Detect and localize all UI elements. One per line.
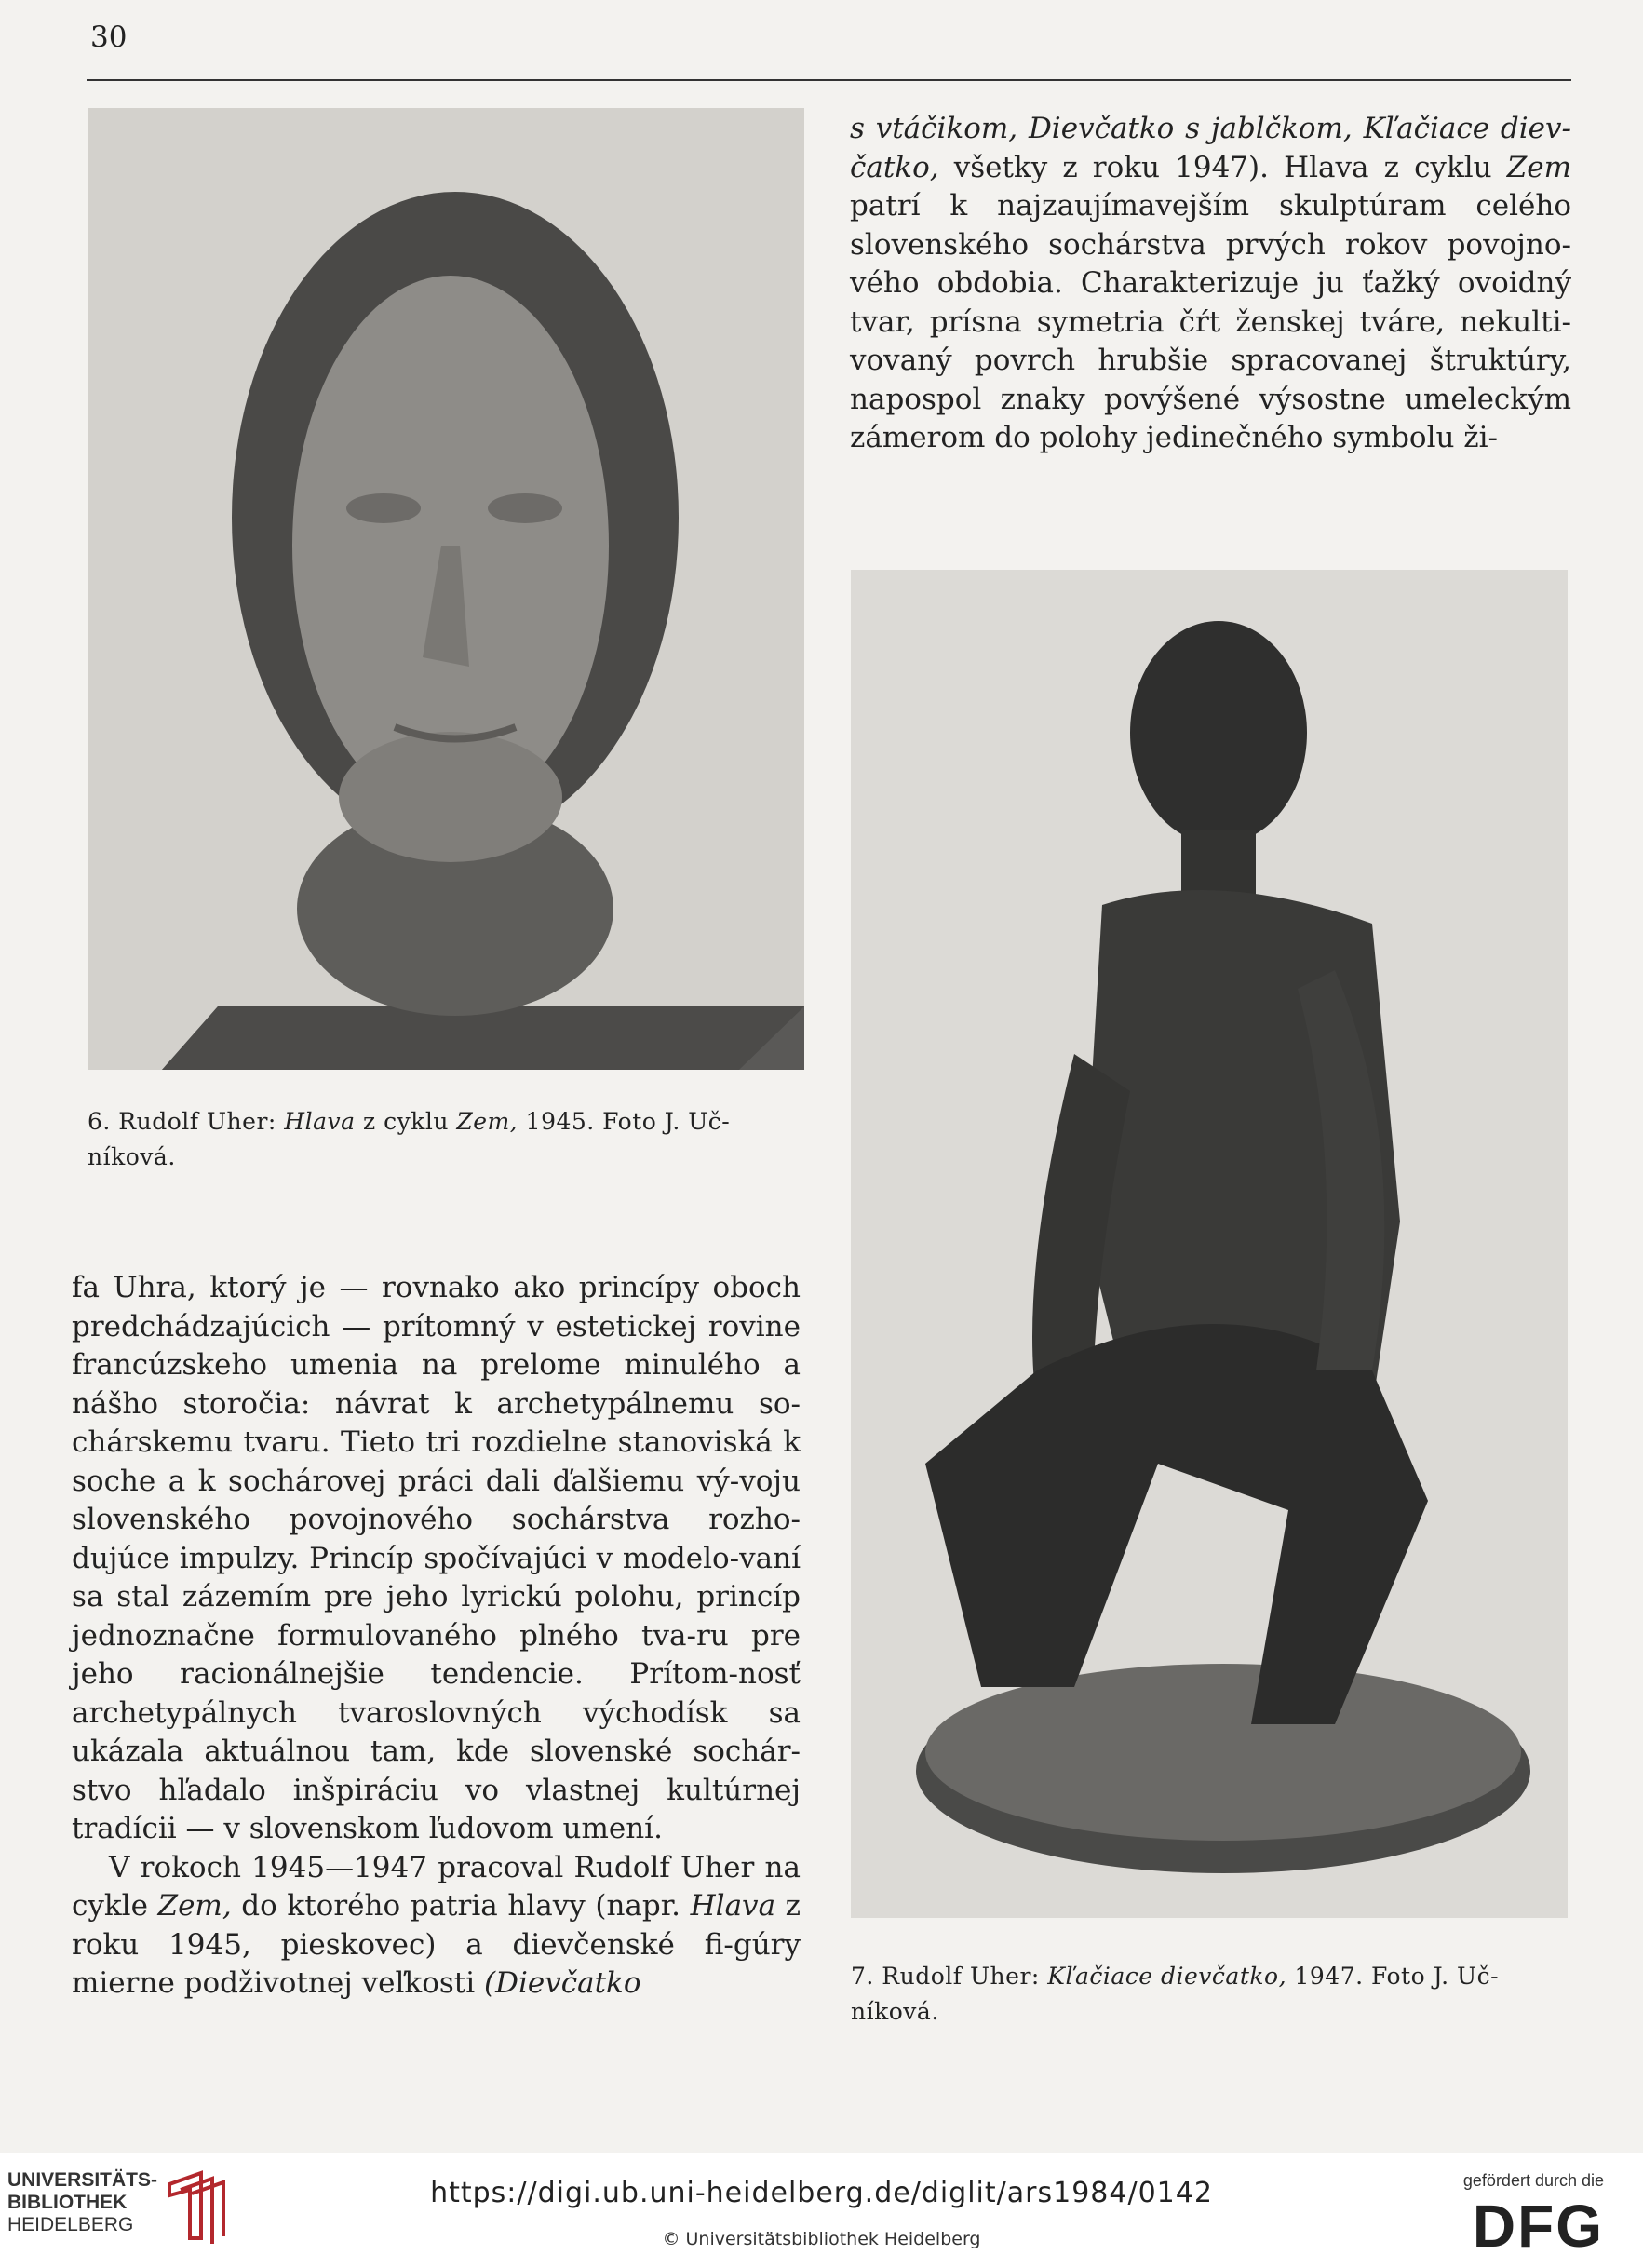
figure-7-photo [851,570,1568,1918]
sculpture-head-illustration [88,108,804,1070]
left-text-column [72,1269,801,2004]
figure-7-caption: 7. Rudolf Uher: Kľačiace dievčatko, 1947. Foto J. Uč- níková. [851,1963,1500,2025]
header-rule [87,79,1571,81]
figure-6-caption: 6. Rudolf Uher: Hlava z cyklu Zem, 1945. Foto J. Uč- níková. [88,1108,731,1170]
right-text-column [850,110,1571,458]
library-name-line-2: BIBLIOTHEK [7,2192,128,2213]
page-number: 30 [90,20,128,54]
left-paragraph-1: fa Uhra, ktorý je — rovnako ako princípy oboch predchádzajúcich — prítomný v estetickej rovine francúzskeho umenia na prelome minulého a nášho storočia: návrat k archetypálnemu so-chárskemu tvaru. Tieto tri rozdielne stanoviská k soche a k sochárovej práci dali ďalšiemu vý-voju slovenského povojnového sochárstva rozho-dujúce impulzy. Princíp spočívajúci v modelo-vaní sa stal zázemím pre jeho lyrickú polohu, princíp jednoznačne formulovaného plného tva-ru pre jeho racionálnejšie tendencie. Prítom-nosť archetypálnych tvaroslovných východísk sa ukázala aktuálnou tam, kde slovenské sochár-stvo hľadalo inšpiráciu vo vlastnej kultúrnej tradícii — v slovenskom ľudovom umení. [72,1271,801,1845]
library-name-line-1: UNIVERSITÄTS- [7,2169,158,2191]
copyright-notice: © Universitätsbibliothek Heidelberg [662,2229,981,2249]
funding-label: gefördert durch die [1462,2171,1604,2190]
library-name-line-3: HEIDELBERG [7,2214,134,2235]
figure-6-photo [88,108,804,1070]
document-url-link[interactable]: https://digi.ub.uni-heidelberg.de/diglit/ars1984/0142 [430,2177,1213,2209]
right-paragraph: s vtáčikom, Dievčatko s jablčkom, Kľačiace diev- čatko, všetky z roku 1947). Hlava z cyklu Zem patrí k najzaujímavejším skulptúram celého slovenského sochárstva prvých rokov povojno-vého obdobia. Charakterizuje ju ťažký ovoidný tvar, prísna symetria čŕt ženskej tváre, nekulti-vovaný povrch hrubšie spracovanej štruktúry, napospol znaky povýšené výsostne umeleckým zámerom do polohy jedinečného symbolu ži- [850,112,1571,454]
left-paragraph-2: V rokoch 1945—1947 pracoval Rudolf Uher na cykle Zem, do ktorého patria hlavy (napr. Hlava z roku 1945, pieskovec) a dievčenské fi-gúry mierne podživotnej veľkosti (Dievčatko [72,1850,801,2000]
kneeling-girl-illustration [851,570,1568,1918]
footer-bar [0,2153,1643,2268]
dfg-logo[interactable]: DFG [1472,2193,1604,2260]
